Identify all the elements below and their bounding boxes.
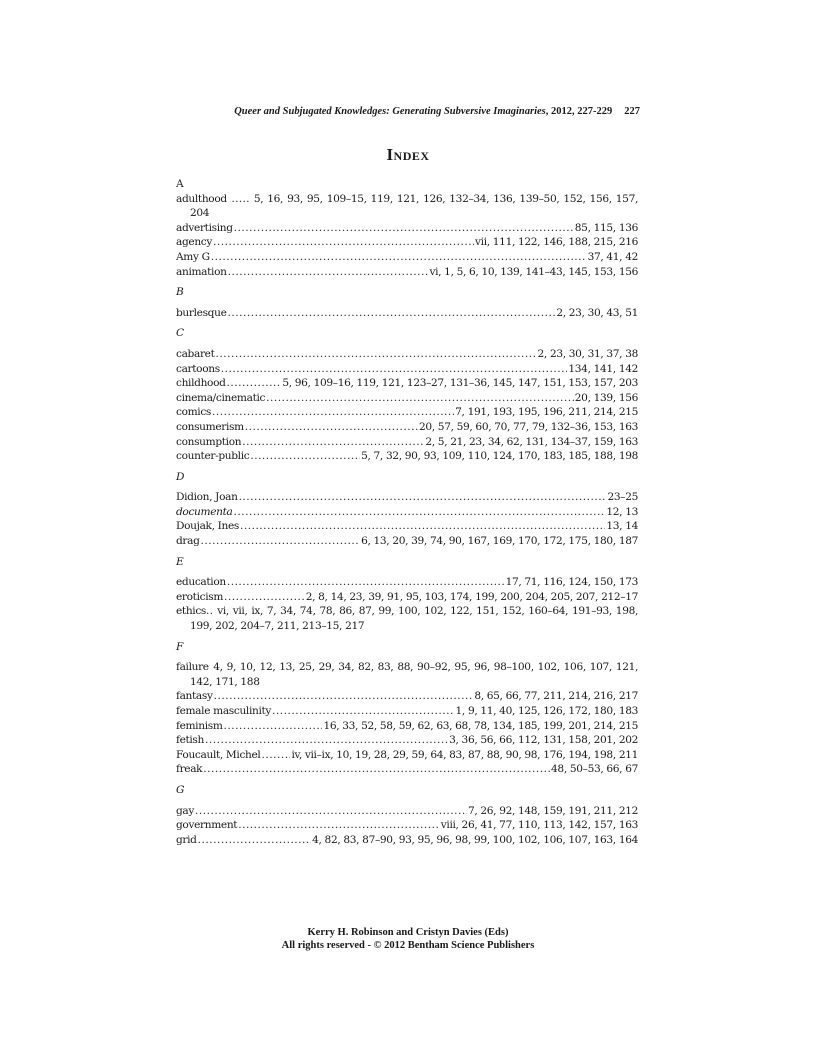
entry-pages: 13, 14	[606, 520, 638, 533]
entry-pages: 5, 96, 109–16, 119, 121, 123–27, 131–36, 145, 147, 151, 153, 157, 203	[282, 377, 638, 390]
section-letter: B	[176, 286, 184, 299]
entry-term: failure	[176, 661, 209, 674]
dot-leader	[203, 762, 550, 777]
dot-leader	[221, 362, 568, 377]
index-title: Index	[386, 145, 430, 164]
entry-pages: iv, vii–ix, 10, 19, 28, 29, 59, 64, 83, 87, 88, 90, 98, 176, 194, 198, 211	[291, 748, 638, 761]
entry-term: ethics	[176, 605, 207, 618]
index-entry	[176, 435, 638, 450]
dot-leader	[216, 347, 537, 362]
index-entry	[176, 590, 638, 605]
entry-pages: 48, 50–53, 66, 67	[551, 763, 638, 776]
index-entry	[176, 818, 638, 833]
dot-leader	[238, 818, 440, 833]
index-body	[176, 177, 638, 847]
footer-rights: All rights reserved - © 2012 Bentham Science Publishers	[281, 940, 535, 951]
entry-term: documenta	[176, 505, 233, 518]
dot-leader	[272, 704, 454, 719]
dot-leader	[213, 235, 474, 250]
index-entry	[176, 660, 638, 689]
index-entry	[176, 833, 638, 848]
entry-term: cabaret	[176, 347, 215, 360]
entry-pages: 2, 23, 30, 43, 51	[556, 306, 638, 319]
entry-term: childhood	[176, 377, 226, 390]
entry-pages: 8, 65, 66, 77, 211, 214, 216, 217	[474, 690, 638, 703]
index-entry	[176, 733, 638, 748]
entry-term: Foucault, Michel	[176, 748, 261, 761]
entry-pages: 85, 115, 136	[574, 221, 638, 234]
entry-term: agency	[176, 236, 213, 249]
entry-term: cartoons	[176, 362, 220, 375]
entry-pages: 20, 139, 156	[574, 391, 638, 404]
entry-pages: vi, vii, ix, 7, 34, 74, 78, 86, 87, 99, 100, 102, 122, 151, 152, 160–64, 191–93, 198, 199, 202, 204–7, 211, 213–15, 217	[190, 605, 638, 633]
running-head	[150, 106, 640, 117]
index-entry	[176, 420, 638, 435]
entry-term: advertising	[176, 221, 233, 234]
entry-pages: 7, 191, 193, 195, 196, 211, 214, 215	[455, 406, 638, 419]
entry-pages: 2, 8, 14, 23, 39, 91, 95, 103, 174, 199, 200, 204, 205, 207, 212–17	[305, 590, 638, 603]
dot-leader	[224, 590, 305, 605]
entry-pages: vi, 1, 5, 6, 10, 139, 141–43, 145, 153, 156	[429, 265, 638, 278]
index-entry	[176, 192, 638, 221]
index-entry	[176, 362, 638, 377]
entry-pages: 4, 82, 83, 87–90, 93, 95, 96, 98, 99, 100, 102, 106, 107, 163, 164	[312, 833, 638, 846]
entry-pages: vii, 111, 122, 146, 188, 215, 216	[475, 236, 638, 249]
entry-term: fetish	[176, 734, 204, 747]
entry-pages: 5, 7, 32, 90, 93, 109, 110, 124, 170, 183, 185, 188, 198	[361, 450, 638, 463]
index-entry	[176, 306, 638, 321]
index-entry	[176, 604, 638, 633]
dot-leader	[266, 391, 574, 406]
entry-pages: 5, 16, 93, 95, 109–15, 119, 121, 126, 132–34, 136, 139–50, 152, 156, 157, 204	[190, 192, 638, 220]
index-entry	[176, 748, 638, 763]
footer	[0, 926, 816, 952]
entry-term: cinema/cinematic	[176, 391, 266, 404]
index-entry	[176, 405, 638, 420]
dot-leader	[228, 306, 556, 321]
entry-pages: 37, 41, 42	[587, 250, 638, 263]
entry-pages: 20, 57, 59, 60, 70, 77, 79, 132–36, 153, 163	[418, 420, 638, 433]
dot-leader	[261, 748, 290, 763]
entry-pages: 16, 33, 52, 58, 59, 62, 63, 68, 78, 134, 185, 199, 201, 214, 215	[323, 719, 638, 732]
entry-term: comics	[176, 406, 212, 419]
index-entry	[176, 505, 638, 520]
dot-leader: .....	[226, 192, 250, 205]
entry-term: eroticism	[176, 590, 224, 603]
entry-term: gay	[176, 804, 195, 817]
index-entry	[176, 575, 638, 590]
dot-leader	[234, 221, 574, 236]
entry-term: feminism	[176, 719, 223, 732]
entry-term: adulthood	[176, 192, 227, 205]
entry-term: Amy G	[176, 250, 210, 263]
index-entry	[176, 347, 638, 362]
dot-leader	[233, 505, 605, 520]
entry-term: fantasy	[176, 690, 213, 703]
entry-pages: viii, 26, 41, 77, 110, 113, 142, 157, 163	[440, 819, 638, 832]
index-entry	[176, 391, 638, 406]
index-entry	[176, 250, 638, 265]
dot-leader	[214, 689, 474, 704]
index-entry	[176, 519, 638, 534]
dot-leader	[224, 719, 323, 734]
entry-pages: 134, 141, 142	[568, 362, 638, 375]
index-entry	[176, 762, 638, 777]
section-letter: A	[176, 178, 184, 190]
entry-term: Doujak, Ines	[176, 520, 239, 533]
footer-editors: Kerry H. Robinson and Cristyn Davies (Eds)	[307, 927, 509, 938]
dot-leader	[228, 265, 429, 280]
entry-term: government	[176, 819, 238, 832]
section-letter: C	[176, 327, 184, 340]
entry-term: burlesque	[176, 306, 227, 319]
page-number: 227	[624, 106, 640, 117]
entry-term: female masculinity	[176, 705, 272, 717]
entry-term: freak	[176, 763, 203, 776]
dot-leader	[240, 519, 605, 534]
index-entry	[176, 534, 638, 549]
entry-pages: 23–25	[607, 491, 638, 504]
section-letter: G	[176, 783, 185, 796]
book-title: Queer and Subjugated Knowledges: Generating Subversive Imaginaries	[234, 106, 546, 117]
dot-leader	[201, 534, 361, 549]
entry-pages: 2, 23, 30, 31, 37, 38	[537, 347, 638, 360]
dot-leader	[205, 733, 448, 748]
entry-term: counter-public	[176, 450, 250, 463]
dot-leader	[227, 575, 505, 590]
index-entry	[176, 376, 638, 391]
entry-term: grid	[176, 833, 197, 846]
dot-leader	[212, 405, 454, 420]
entry-pages: 6, 13, 20, 39, 74, 90, 167, 169, 170, 172, 175, 180, 187	[361, 535, 638, 548]
dot-leader	[211, 250, 587, 265]
index-entry	[176, 490, 638, 505]
index-entry	[176, 719, 638, 734]
entry-pages: 3, 36, 56, 66, 112, 131, 158, 201, 202	[449, 734, 638, 747]
index-entry	[176, 221, 638, 236]
entry-pages: 17, 71, 116, 124, 150, 173	[505, 576, 638, 589]
entry-term: consumption	[176, 435, 242, 448]
dot-leader	[242, 435, 424, 450]
section-letter: F	[176, 640, 184, 653]
publication-details: , 2012, 227-229	[545, 106, 613, 117]
dot-leader	[245, 420, 418, 435]
entry-term: Didion, Joan	[176, 491, 238, 504]
section-letter: D	[176, 470, 185, 483]
index-entry	[176, 804, 638, 819]
entry-term: animation	[176, 265, 227, 278]
entry-term: education	[176, 576, 226, 589]
entry-term: consumerism	[176, 420, 244, 433]
section-letter: E	[176, 555, 184, 568]
entry-pages: 1, 9, 11, 40, 125, 126, 172, 180, 183	[455, 705, 638, 717]
index-entry	[176, 235, 638, 250]
dot-leader	[195, 804, 467, 819]
index-entry	[176, 704, 638, 719]
dot-leader	[227, 376, 282, 391]
entry-pages: 7, 26, 92, 148, 159, 191, 211, 212	[467, 804, 638, 817]
entry-pages: 4, 9, 10, 12, 13, 25, 29, 34, 82, 83, 88, 90–92, 95, 96, 98–100, 102, 106, 107, 121, 142, 171, 188	[190, 661, 639, 688]
entry-term: drag	[176, 535, 200, 548]
dot-leader	[250, 449, 360, 464]
dot-leader	[198, 833, 312, 848]
index-entry	[176, 689, 638, 704]
index-entry	[176, 449, 638, 464]
entry-pages: 2, 5, 21, 23, 34, 62, 131, 134–37, 159, 163	[425, 435, 638, 448]
dot-leader: ..	[206, 605, 214, 618]
entry-pages: 12, 13	[606, 505, 638, 518]
dot-leader	[239, 490, 607, 505]
index-entry	[176, 265, 638, 280]
